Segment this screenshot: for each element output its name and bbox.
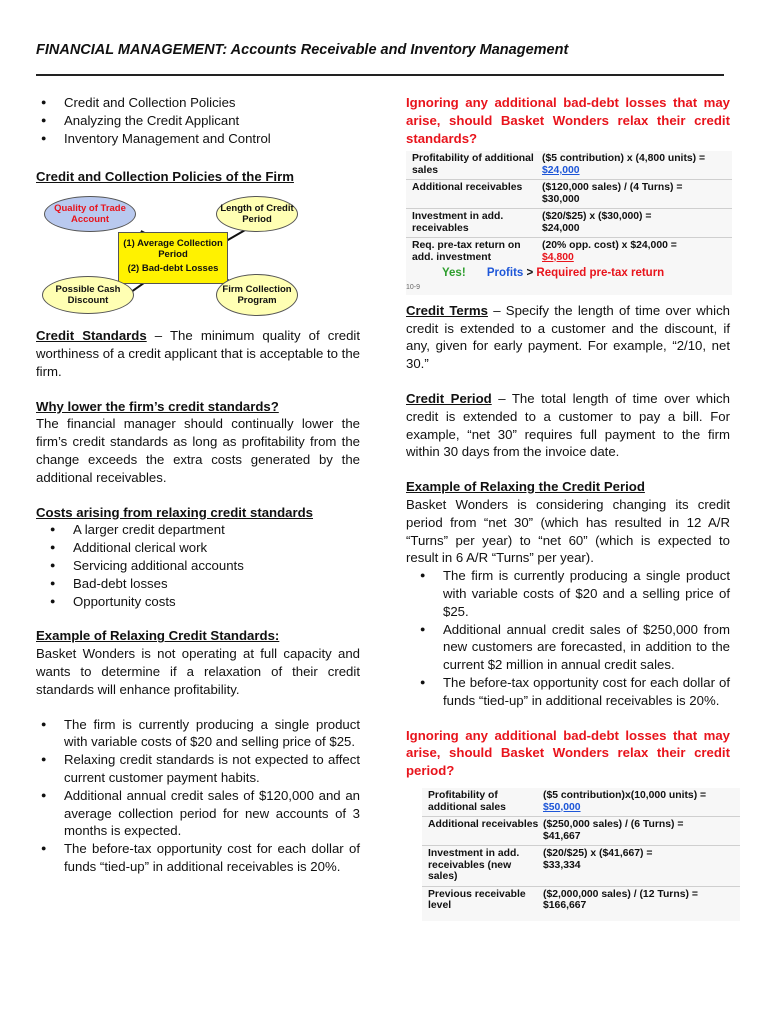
right-column bbox=[406, 94, 730, 921]
required-label: Required pre-tax return bbox=[536, 267, 665, 280]
table-cell-label: Additional receivables bbox=[412, 182, 523, 194]
table-cell-label: Req. pre-tax return on add. investment bbox=[412, 240, 521, 263]
credit-policy-diagram bbox=[36, 190, 336, 318]
list-item: ● A larger credit department bbox=[36, 521, 360, 539]
credit-terms-paragraph bbox=[406, 302, 730, 373]
table-cell-result: $33,334 bbox=[543, 859, 581, 871]
title-rule bbox=[36, 74, 724, 76]
example-period-paragraph: Basket Wonders is considering changing its credit period from “net 30” (which has resulted in 12 A/R “Turns” per year) to “net 60” (which is expected to result in 6 A/R “Turns” per year). bbox=[406, 497, 730, 566]
example-period-heading: Example of Relaxing the Credit Period bbox=[406, 479, 645, 495]
diagram-node-discount: Possible Cash Discount bbox=[42, 276, 134, 314]
list-item: ● The before-tax opportunity cost for each dollar of funds “tied-up” in additional receivables is 20%. bbox=[406, 674, 730, 710]
list-item: ● The firm is currently producing a single product with variable costs of $20 and a selling price of $25. bbox=[406, 567, 730, 620]
standards-analysis-table bbox=[406, 151, 732, 295]
table-cell-label: Investment in add. receivables (new sales) bbox=[428, 848, 520, 883]
table-row bbox=[406, 238, 732, 266]
table-row bbox=[422, 846, 740, 887]
list-item: ● Additional annual credit sales of $120,000 and an average collection period for new accounts of 3 months is expected. bbox=[36, 787, 360, 840]
table-cell-calc: ($20/$25) x ($30,000) = bbox=[542, 211, 652, 223]
table-cell-label: Profitability of additional sales bbox=[412, 153, 534, 176]
table-row bbox=[422, 788, 740, 817]
question-credit-standards: Ignoring any additional bad-debt losses that may arise, should Basket Wonders relax their credit standards? bbox=[406, 95, 730, 146]
credit-period-term: Credit Period bbox=[406, 391, 492, 407]
diagram-center-line2: (2) Bad-debt Losses bbox=[127, 263, 219, 275]
slide-number: 10-9 bbox=[406, 284, 421, 292]
list-item: ● Relaxing credit standards is not expected to affect current customer payment habits. bbox=[36, 751, 360, 787]
diagram-node-quality: Quality of Trade Account bbox=[44, 196, 136, 232]
table-cell-result: $166,667 bbox=[543, 900, 587, 912]
credit-period-text: – The total length of time over which credit is extended to a customer to pay a bill. For example, “net 30” requires full payment to the firm within 30 days from the invoice date. bbox=[406, 391, 730, 460]
table-cell-calc: (20% opp. cost) x $24,000 = bbox=[542, 240, 677, 252]
example-period-list bbox=[406, 567, 730, 709]
example-standards-heading: Example of Relaxing Credit Standards: bbox=[36, 628, 280, 644]
table-cell-label: Additional receivables bbox=[428, 819, 539, 831]
table-cell-result: $50,000 bbox=[543, 801, 581, 813]
list-item: ● Inventory Management and Control bbox=[36, 130, 360, 148]
list-item: ● Servicing additional accounts bbox=[36, 557, 360, 575]
diagram-center-line1: (1) Average Collection Period bbox=[123, 238, 223, 261]
table-cell-label: Investment in add. receivables bbox=[412, 211, 504, 234]
left-column bbox=[36, 94, 360, 876]
table-cell-label: Profitability of additional sales bbox=[428, 790, 506, 813]
yes-label: Yes! bbox=[442, 267, 466, 280]
list-item: ● Opportunity costs bbox=[36, 593, 360, 611]
list-item: ● Bad-debt losses bbox=[36, 575, 360, 593]
table-row bbox=[422, 817, 740, 846]
diagram-node-length: Length of Credit Period bbox=[216, 196, 298, 232]
list-item: ● Additional annual credit sales of $250,000 from new customers are forecasted, in addition to the current $2 million in annual credit sales. bbox=[406, 621, 730, 674]
profits-label: Profits bbox=[486, 267, 524, 280]
table-cell-label: Previous receivable level bbox=[428, 888, 526, 912]
diagram-node-program: Firm Collection Program bbox=[216, 274, 298, 316]
table-cell-calc: ($5 contribution) x (4,800 units) = bbox=[542, 153, 706, 165]
table-row bbox=[406, 151, 732, 180]
credit-terms-term: Credit Terms bbox=[406, 302, 488, 318]
credit-standards-text: – The minimum quality of credit worthiness of a credit applicant that is acceptable to the firm. bbox=[36, 328, 361, 379]
example-standards-list bbox=[36, 716, 360, 876]
credit-standards-term: Credit Standards bbox=[36, 328, 147, 344]
credit-period-paragraph bbox=[406, 390, 730, 461]
table-cell-result: $24,000 bbox=[542, 222, 580, 234]
period-analysis-table bbox=[422, 788, 740, 921]
table-cell-calc: ($120,000 sales) / (4 Turns) = bbox=[542, 182, 683, 194]
gt-symbol: > bbox=[523, 267, 537, 280]
table-cell-calc: ($20/$25) x ($41,667) = bbox=[543, 848, 653, 860]
document-title: FINANCIAL MANAGEMENT: Accounts Receivable and Inventory Management bbox=[36, 42, 569, 58]
topic-list bbox=[36, 94, 360, 147]
table-row bbox=[406, 180, 732, 209]
costs-heading: Costs arising from relaxing credit standards bbox=[36, 504, 314, 520]
question-credit-period: Ignoring any additional bad-debt losses that may arise, should Basket Wonders relax their credit period? bbox=[406, 727, 730, 779]
table-cell-result: $30,000 bbox=[542, 193, 580, 205]
table-cell-calc: ($250,000 sales) / (6 Turns) = bbox=[543, 819, 684, 831]
table-row bbox=[406, 209, 732, 238]
table-row bbox=[422, 887, 740, 915]
why-paragraph: The financial manager should continually lower the firm’s credit standards as long as profitability from the change exceeds the extra costs generated by the additional receivables. bbox=[36, 416, 360, 485]
why-heading: Why lower the firm’s credit standards? bbox=[36, 398, 279, 414]
credit-terms-text: – Specify the length of time over which credit is extended to a customer and the discount, if any, given for early payment. For example, “2/10, net 30.” bbox=[406, 302, 730, 372]
diagram-center bbox=[118, 232, 228, 284]
example-standards-paragraph: Basket Wonders is not operating at full capacity and wants to determine if a relaxation of their credit standards will enhance profitability. bbox=[36, 646, 360, 697]
list-item: ● Analyzing the Credit Applicant bbox=[36, 112, 360, 130]
table-cell-result: $4,800 bbox=[542, 251, 574, 263]
list-item: ● The firm is currently producing a single product with variable costs of $20 and selling price of $25. bbox=[36, 716, 360, 752]
table-cell-result: $24,000 bbox=[542, 164, 580, 176]
conclusion-line bbox=[406, 266, 732, 283]
table-cell-calc: ($2,000,000 sales) / (12 Turns) = bbox=[543, 888, 698, 900]
table-cell-calc: ($5 contribution)x(10,000 units) = bbox=[543, 790, 707, 802]
list-item: ● Credit and Collection Policies bbox=[36, 94, 360, 112]
credit-standards-paragraph bbox=[36, 327, 360, 380]
policies-heading: Credit and Collection Policies of the Firm bbox=[36, 169, 294, 185]
table-cell-result: $41,667 bbox=[543, 830, 581, 842]
list-item: ● Additional clerical work bbox=[36, 539, 360, 557]
costs-list bbox=[36, 521, 360, 610]
list-item: ● The before-tax opportunity cost for each dollar of funds “tied-up” in additional receivables is 20%. bbox=[36, 840, 360, 876]
